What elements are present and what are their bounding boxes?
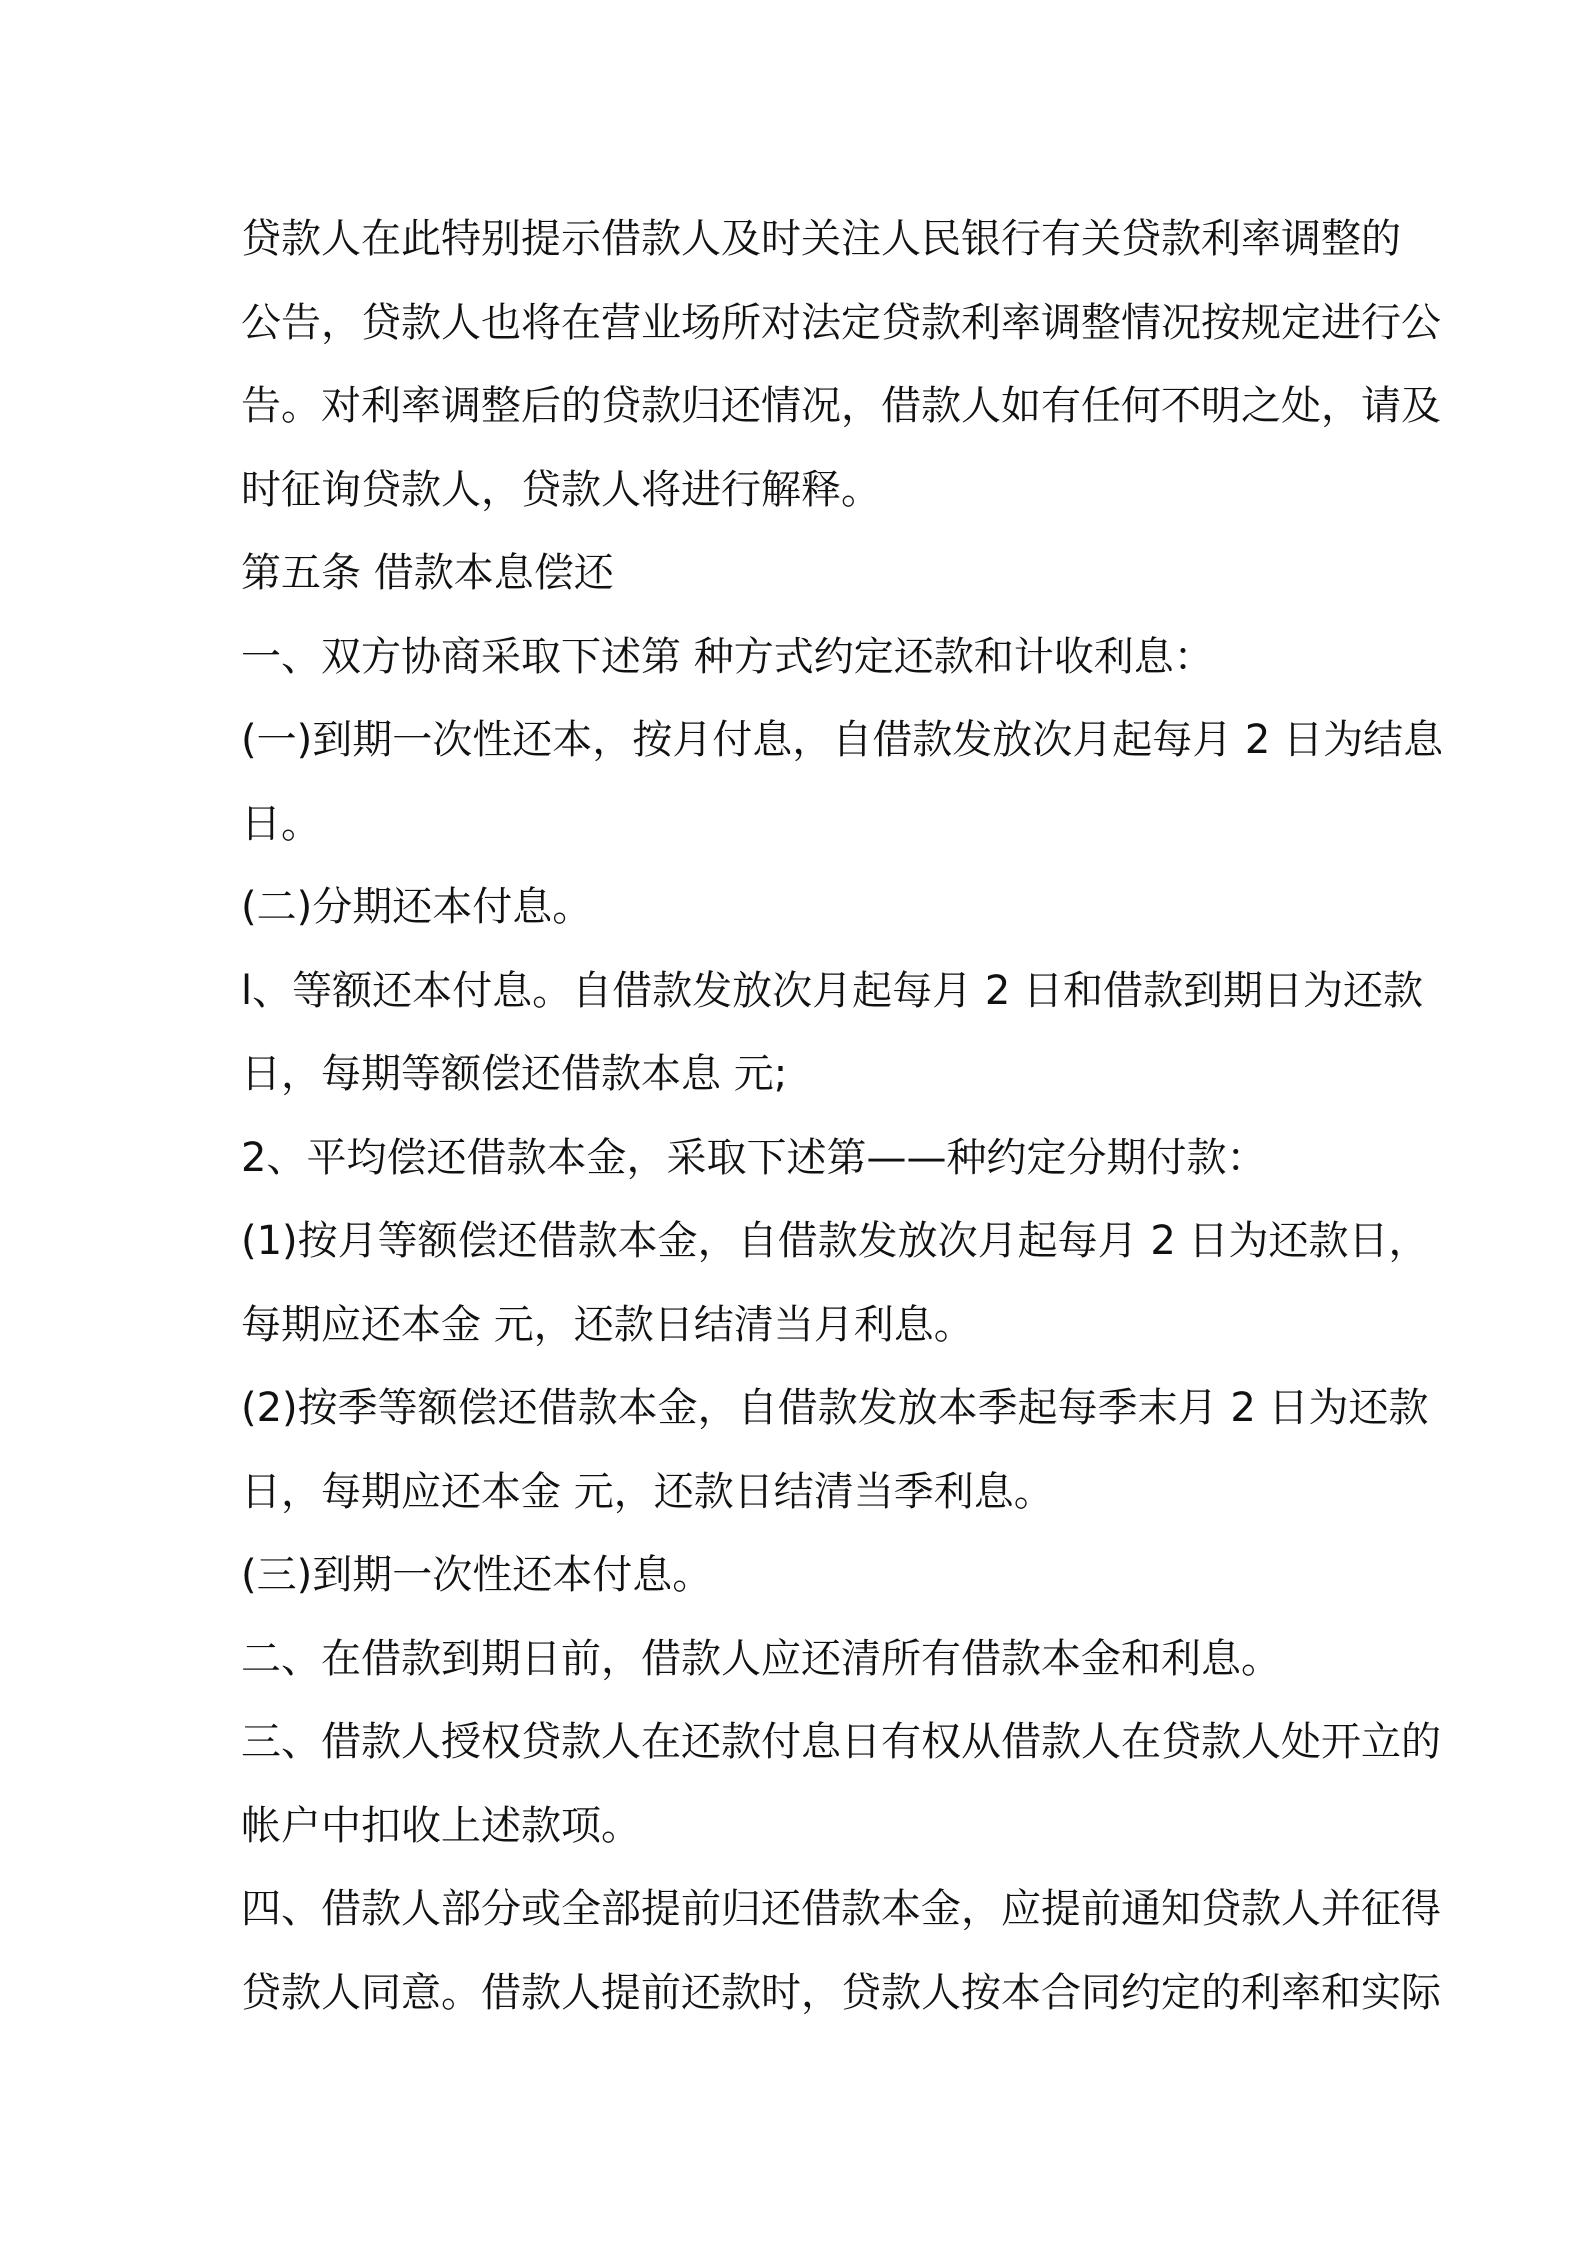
paragraph-line-1: 贷款人在此特别提示借款人及时关注人民银行有关贷款利率调整的 — [241, 216, 1401, 262]
sub-sub-item-2-line-1: (2)按季等额偿还借款本金，自借款发放本季起每季末月 2 日为还款 — [241, 1385, 1429, 1431]
item-one-line-2: 日。 — [241, 800, 321, 847]
clause-1-line: 一、双方协商采取下述第 种方式约定还款和计收利息： — [241, 633, 1214, 680]
paragraph-line-3: 告。对利率调整后的贷款归还情况，借款人如有任何不明之处，请及 — [241, 383, 1441, 429]
item-one-line-1: (一)到期一次性还本，按月付息，自借款发放次月起每月 2 日为结息 — [241, 717, 1444, 763]
sub-sub-item-2-line-2: 日，每期应还本金 元，还款日结清当季利息。 — [241, 1468, 1054, 1515]
sub-item-2-line: 2、平均偿还借款本金，采取下述第——种约定分期付款： — [241, 1134, 1267, 1181]
clause-2-line: 二、在借款到期日前，借款人应还清所有借款本金和利息。 — [241, 1635, 1281, 1682]
article-heading: 第五条 借款本息偿还 — [241, 550, 614, 596]
paragraph-line-2: 公告，贷款人也将在营业场所对法定贷款利率调整情况按规定进行公 — [241, 299, 1441, 346]
paragraph-line-4: 时征询贷款人，贷款人将进行解释。 — [241, 466, 881, 513]
sub-item-1-line-1: l、等额还本付息。自借款发放次月起每月 2 日和借款到期日为还款 — [241, 967, 1423, 1014]
clause-3-line-1: 三、借款人授权贷款人在还款付息日有权从借款人在贷款人处开立的 — [241, 1719, 1441, 1765]
document-body — [241, 198, 1444, 2035]
sub-sub-item-1-line-2: 每期应还本金 元，还款日结清当月利息。 — [241, 1301, 974, 1348]
clause-4-line-1: 四、借款人部分或全部提前归还借款本金，应提前通知贷款人并征得 — [241, 1886, 1441, 1932]
item-three-line: (三)到期一次性还本付息。 — [241, 1552, 713, 1598]
clause-4-line-2: 贷款人同意。借款人提前还款时，贷款人按本合同约定的利率和实际 — [241, 1969, 1441, 2016]
clause-3-line-2: 帐户中扣收上述款项。 — [241, 1802, 641, 1849]
sub-item-1-line-2: 日，每期等额偿还借款本息 元; — [241, 1051, 788, 1097]
item-two-line: (二)分期还本付息。 — [241, 884, 593, 930]
sub-sub-item-1-line-1: (1)按月等额偿还借款本金，自借款发放次月起每月 2 日为还款日， — [241, 1218, 1429, 1264]
